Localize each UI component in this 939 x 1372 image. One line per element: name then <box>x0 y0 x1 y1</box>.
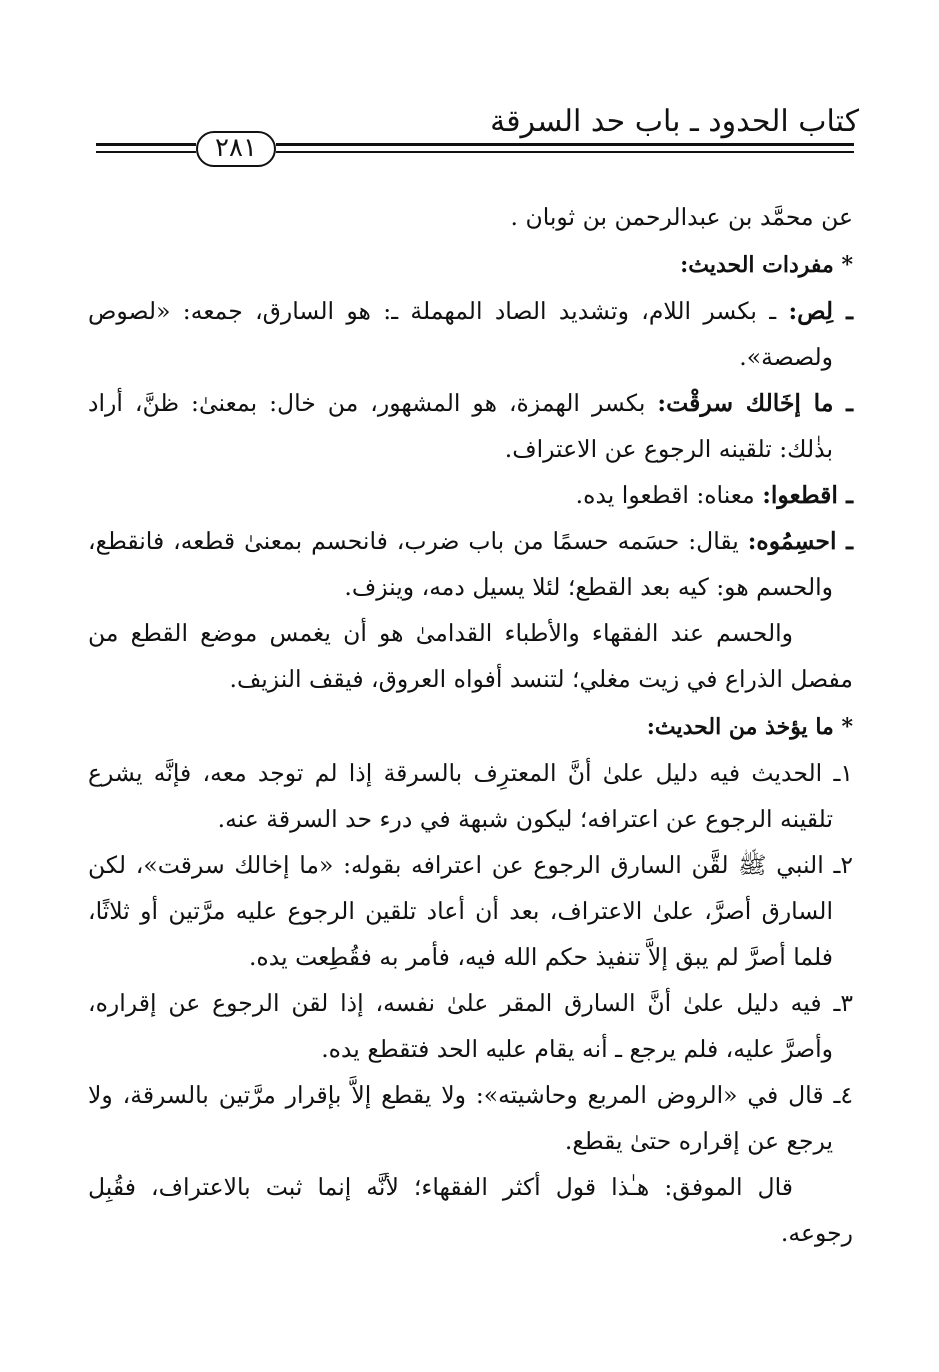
vocab-definition: بكسر الهمزة، هو المشهور، من خال: بمعنىٰ: ظنَّ، أراد بذٰلك: تلقينه الرجوع عن الاعتراف. <box>88 389 833 463</box>
vocab-term: ـ اقطعوا: <box>762 481 853 509</box>
lesson-number: ٣ـ <box>833 989 853 1017</box>
vocab-definition: معناه: اقطعوا يده. <box>575 481 763 509</box>
page-number: ٢٨١ <box>196 131 276 167</box>
vocab-term: ـ احسِمُوه: <box>747 527 853 555</box>
vocab-entry <box>88 472 853 518</box>
vocab-note: والحسم عند الفقهاء والأطباء القدامىٰ هو أن يغمس موضع القطع من مفصل الذراع في زيت مغلي؛ لتنسد أفواه العروق، فيقف النزيف. <box>88 619 853 693</box>
lesson-item <box>88 980 853 1072</box>
lesson-number: ٤ـ <box>833 1081 853 1109</box>
header-rule-right <box>276 143 854 146</box>
intro-line: عن محمَّد بن عبدالرحمن بن ثوبان . <box>510 203 853 231</box>
vocab-term: ـ ما إخَالك سرقْت: <box>657 389 854 417</box>
header-rule-right-thin <box>276 151 854 153</box>
closing-paragraph: قال الموفق: هـٰذا قول أكثر الفقهاء؛ لأنَّه إنما ثبت بالاعتراف، فقُبِل رجوعه. <box>88 1173 853 1247</box>
lesson-text: الحديث فيه دليل علىٰ أنَّ المعترِف بالسرقة إذا لم توجد معه، فإنَّه يشرع تلقينه الرجوع عن اعترافه؛ ليكون شبهة في درء حد السرقة عنه. <box>88 759 833 833</box>
vocab-heading: * مفردات الحديث: <box>680 252 853 278</box>
lesson-number: ١ـ <box>833 759 853 787</box>
running-header-title: كتاب الحدود ـ باب حد السرقة <box>490 104 859 139</box>
lesson-number: ٢ـ <box>833 851 853 879</box>
vocab-entry <box>88 288 853 380</box>
lesson-text: النبي ﷺ لقَّن السارق الرجوع عن اعترافه بقوله: «ما إخالك سرقت»، لكن السارق أصرَّ، علىٰ الاعتراف، بعد أن أعاد تلقين الرجوع عليه مرَّتين أو ثلاثًا، فلما أصرَّ لم يبق إلاَّ تنفيذ حكم الله فيه، فأمر به فقُطِعت يده. <box>88 851 833 971</box>
vocab-definition: ـ بكسر اللام، وتشديد الصاد المهملة ـ: هو السارق، جمعه: «لصوص ولصصة». <box>88 297 833 371</box>
lesson-item <box>88 1072 853 1164</box>
lesson-item <box>88 750 853 842</box>
lessons-heading: * ما يؤخذ من الحديث: <box>646 714 853 740</box>
lesson-text: قال في «الروض المربع وحاشيته»: ولا يقطع إلاَّ بإقرار مرَّتين بالسرقة، ولا يرجع عن إقراره حتىٰ يقطع. <box>88 1081 833 1155</box>
vocab-entry <box>88 518 853 610</box>
vocab-definition: يقال: حسَمه حسمًا من باب ضرب، فانحسم بمعنىٰ قطعه، فانقطع، والحسم هو: كيه بعد القطع؛ لئلا يسيل دمه، وينزف. <box>88 527 833 601</box>
lesson-text: فيه دليل علىٰ أنَّ السارق المقر علىٰ نفسه، إذا لقن الرجوع عن إقراره، وأصرَّ عليه، فلم يرجع ـ أنه يقام عليه الحد فتقطع يده. <box>88 989 833 1063</box>
page-body <box>88 194 853 1256</box>
header-rule-left <box>96 143 196 146</box>
vocab-term: ـ لِص: <box>788 297 853 325</box>
header-rule-left-thin <box>96 151 196 153</box>
vocab-entry <box>88 380 853 472</box>
lesson-item <box>88 842 853 980</box>
